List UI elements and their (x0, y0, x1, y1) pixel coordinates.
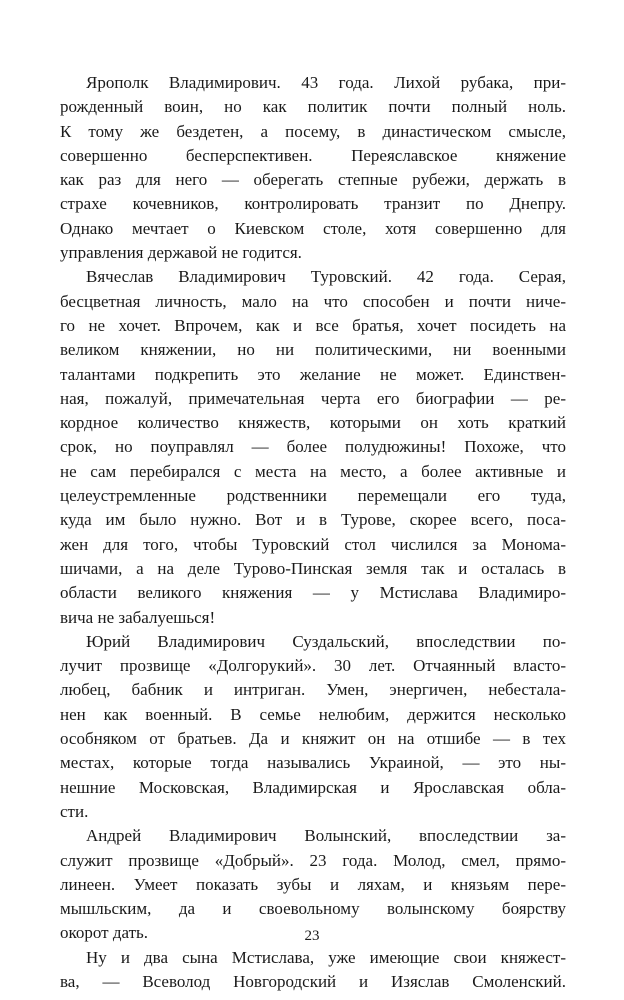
page-number: 23 (304, 928, 320, 944)
text-line: шичами, а на деле Турово-Пинская земля так и осталась в (60, 558, 566, 578)
text-line: вича не забалуешься! (60, 607, 216, 627)
paragraph (60, 265, 566, 629)
text-line: жен для того, чтобы Туровский стол числился за Монома- (60, 534, 566, 554)
text-line: Ярополк Владимирович. 43 года. Лихой рубака, при- (86, 73, 566, 92)
text-line: кордное количество княжеств, которыми он хоть краткий (60, 413, 566, 433)
text-line: целеустремленные родственники перемещали его туда, (60, 486, 566, 506)
text-line: как раз для него — оберегать степные рубежи, держать в (60, 170, 566, 190)
text-line: рожденный воин, но как политик почти полный ноль. (60, 97, 566, 117)
text-line: линеен. Умеет показать зубы и ляхам, и князьям пере- (60, 874, 566, 894)
text-line: бесцветная личность, мало на что способен и почти ниче- (60, 291, 566, 311)
text-line: куда им было нужно. Вот и в Турове, скорее всего, поса- (60, 510, 566, 530)
paragraph (60, 630, 566, 824)
text-line: Юрий Владимирович Суздальский, впоследствии по- (86, 631, 566, 651)
text-line: го не хочет. Впрочем, как и все братья, хочет посидеть на (60, 315, 566, 335)
text-line: области великого княжения — у Мстислава Владимиро- (60, 583, 566, 603)
text-line: талантами подкрепить это желание не может. Единствен- (60, 364, 566, 384)
text-line: нен как военный. В семье нелюбим, держится несколько (60, 704, 566, 724)
text-line: любец, бабник и интриган. Умен, энергичен, небестала- (60, 680, 566, 700)
paragraph (60, 946, 566, 995)
text-line: страхе кочевников, контролировать транзит по Днепру. (60, 194, 566, 214)
text-line: великом княжении, но ни политическими, ни военными (60, 340, 566, 360)
text-line: местах, которые тогда назывались Украиной, — это ны- (60, 753, 566, 773)
text-line: особняком от братьев. Да и княжит он на отшибе — в тех (60, 729, 566, 749)
text-line: Вячеслав Владимирович Туровский. 42 года. Серая, (86, 267, 566, 287)
text-line: Ну и два сына Мстислава, уже имеющие свои княжест- (86, 947, 566, 967)
text-line: срок, но поуправлял — более полудюжины! Похоже, что (60, 437, 566, 457)
text-line: Андрей Владимирович Волынский, впоследствии за- (86, 826, 566, 846)
paragraph (60, 71, 566, 265)
text-line: ная, пожалуй, примечательная черта его биографии — ре- (60, 388, 566, 408)
text-line: Однако мечтает о Киевском столе, хотя совершенно для (60, 218, 566, 238)
text-line: окорот дать. (60, 923, 149, 943)
text-line: не сам перебирался с места на место, а более активные и (60, 461, 566, 481)
page-body (60, 71, 566, 994)
text-line: нешние Московская, Владимирская и Ярославская обла- (60, 777, 566, 797)
text-line: совершенно бесперспективен. Переяславское княжение (60, 145, 566, 165)
text-line: сти. (60, 801, 89, 821)
text-line: управления державой не годится. (60, 243, 302, 263)
text-line: мышльским, да и своевольному волынскому боярству (60, 899, 566, 919)
text-line: лучит прозвище «Долгорукий». 30 лет. Отчаянный власто- (60, 656, 566, 676)
text-line: К тому же бездетен, а посему, в династическом смысле, (60, 121, 566, 141)
text-line: ва, — Всеволод Новгородский и Изяслав Смоленский. (60, 971, 566, 991)
text-line: служит прозвище «Добрый». 23 года. Молод, смел, прямо- (60, 850, 566, 870)
